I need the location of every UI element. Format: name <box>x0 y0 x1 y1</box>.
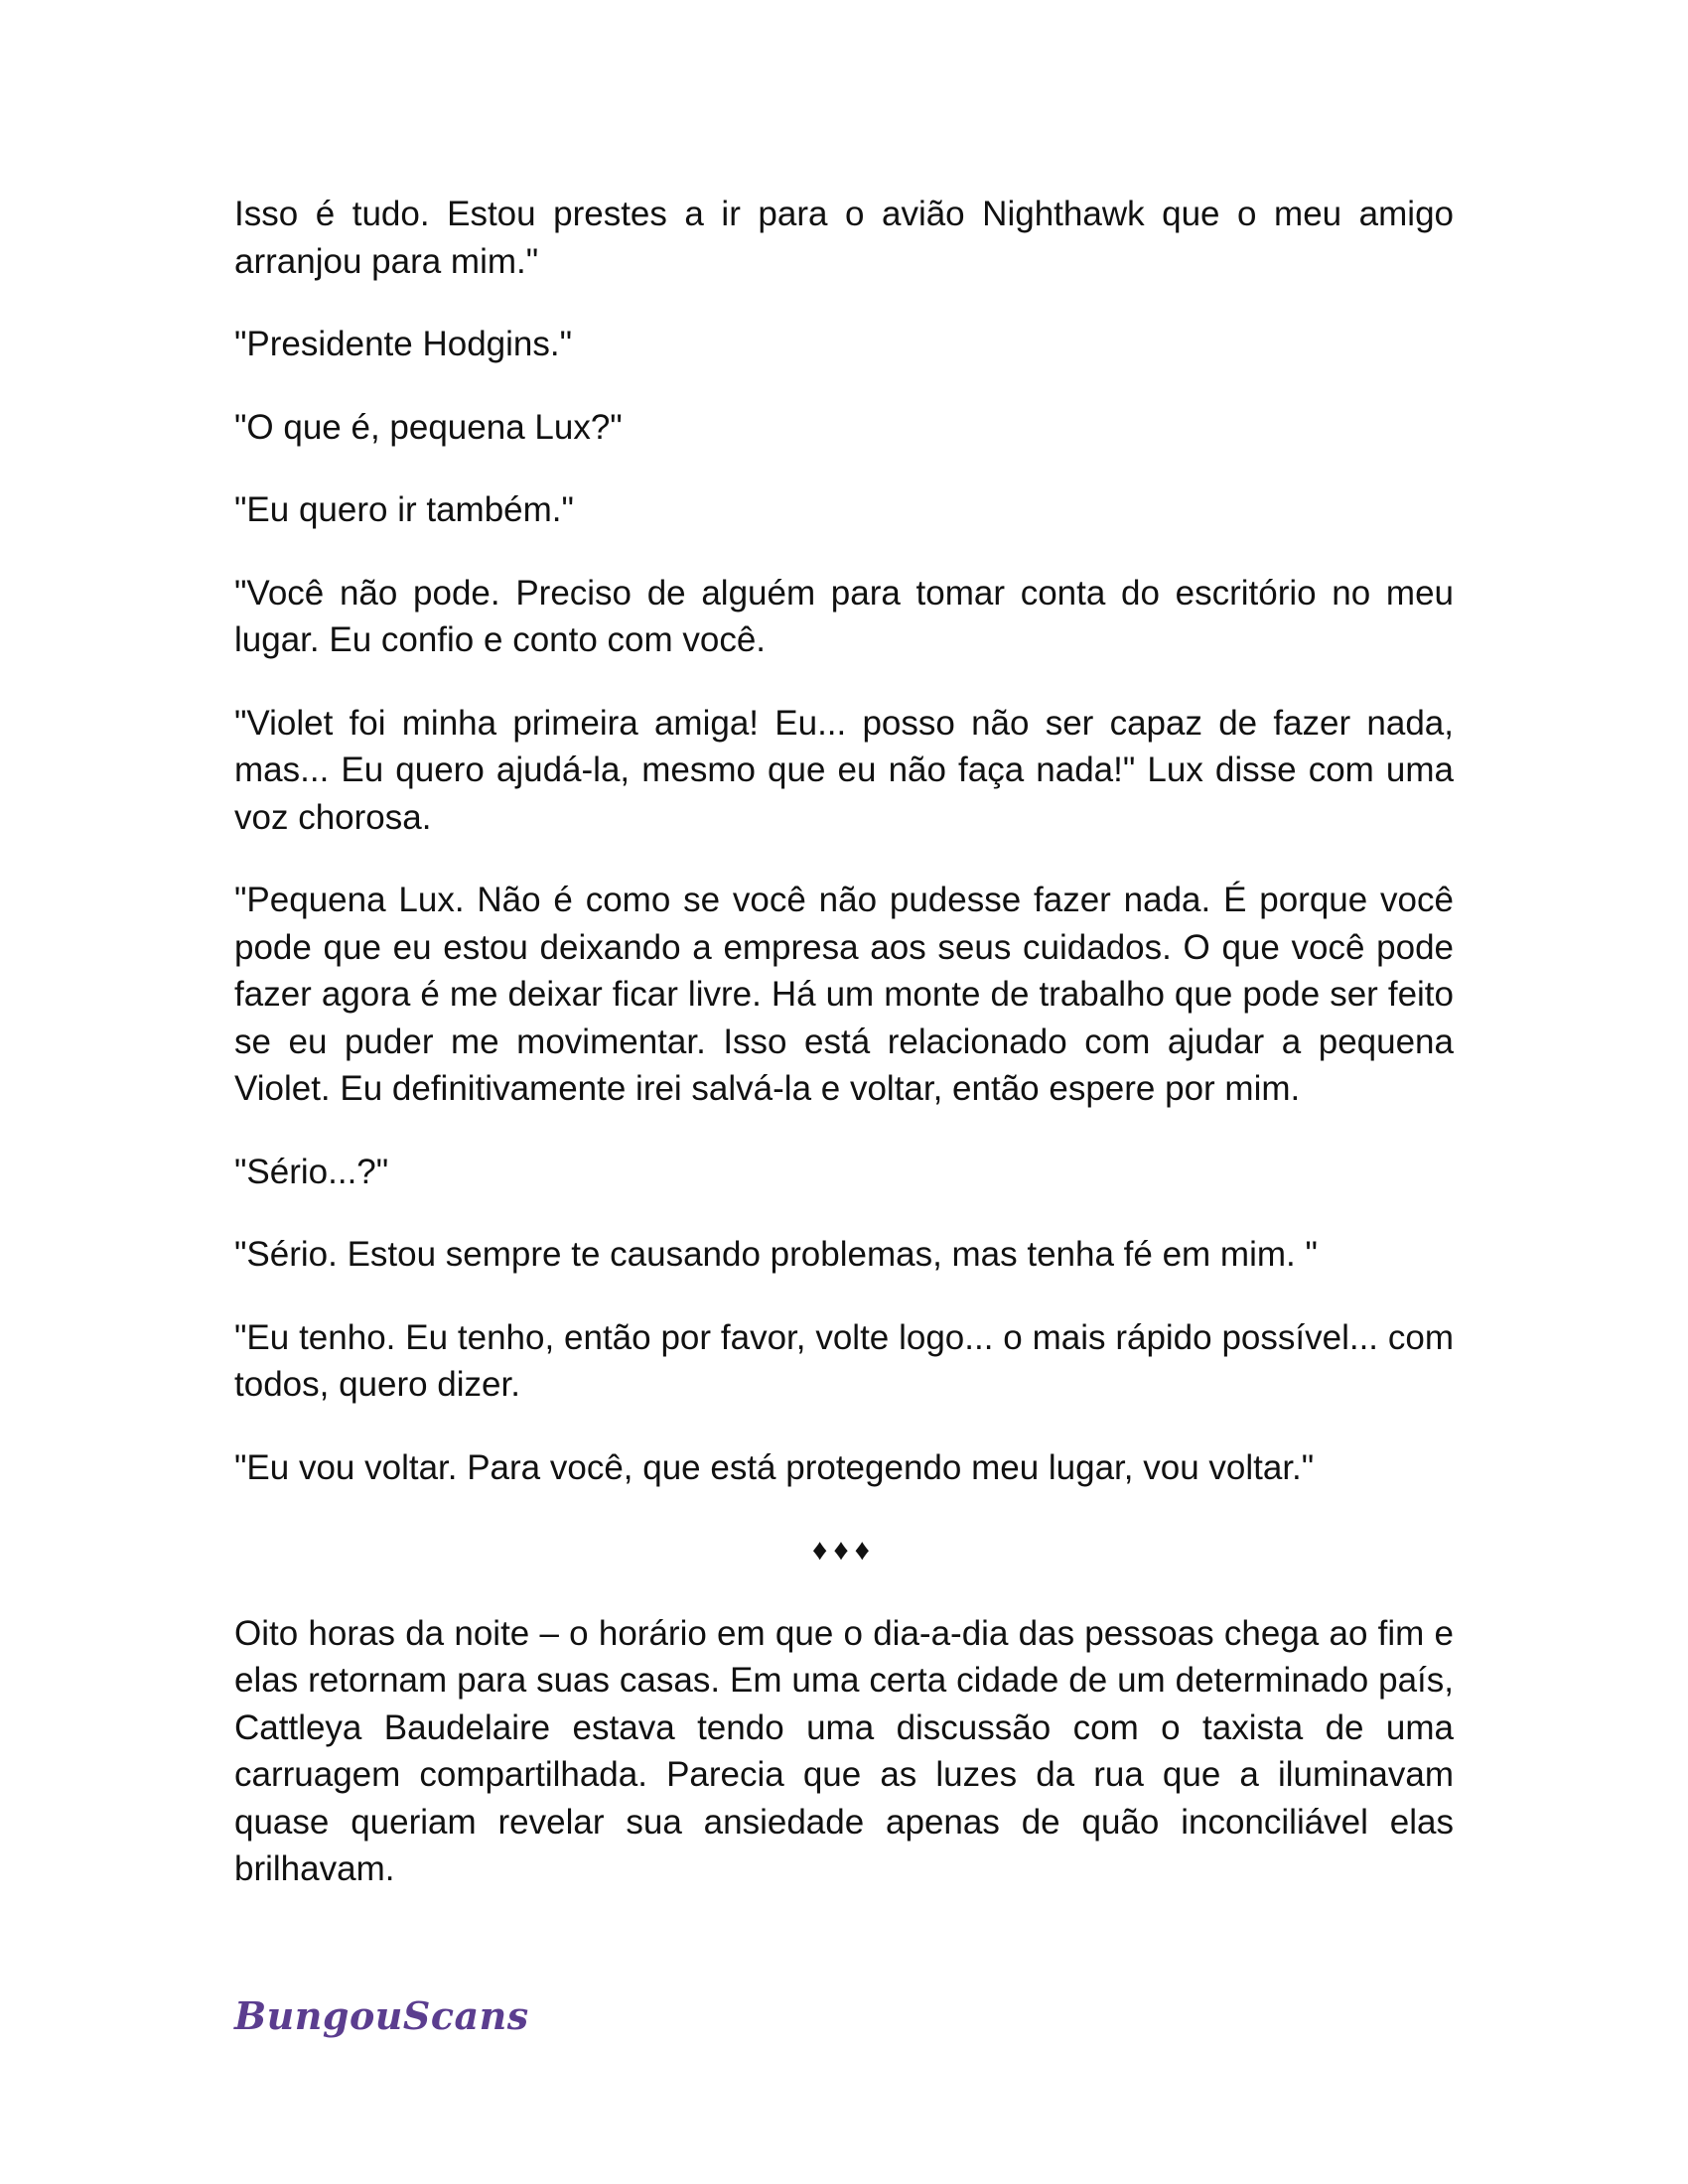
paragraph: "Eu quero ir também." <box>234 490 574 529</box>
paragraph: "Pequena Lux. Não é como se você não pudesse fazer nada. É porque você pode que eu estou deixando a empresa aos seus cuidados. O que você pode fazer agora é me deixar ficar livre. Há um monte de trabalho que pode ser feito se eu puder me movimentar. Isso está relacionado com ajudar a pequena Violet. Eu definitivamente irei salvá-la e voltar, então espere por mim. <box>234 881 1454 1108</box>
paragraph: "Sério...?" <box>234 1152 389 1191</box>
paragraph: "Presidente Hodgins." <box>234 325 573 363</box>
paragraph: "Eu tenho. Eu tenho, então por favor, volte logo... o mais rápido possível... com todos, quero dizer. <box>234 1317 1454 1404</box>
paragraph: Isso é tudo. Estou prestes a ir para o avião Nighthawk que o meu amigo arranjou para mim." <box>234 195 1454 281</box>
paragraph: "Você não pode. Preciso de alguém para tomar conta do escritório no meu lugar. Eu confio e conto com você. <box>234 573 1454 659</box>
paragraph: "O que é, pequena Lux?" <box>234 407 623 447</box>
paragraph: "Sério. Estou sempre te causando problemas, mas tenha fé em mim. " <box>234 1235 1318 1274</box>
paragraph: Oito horas da noite – o horário em que o dia-a-dia das pessoas chega ao fim e elas retornam para suas casas. Em uma certa cidade de um determinado país, Cattleya Baudelaire estava tendo uma discussão com o taxista de uma carruagem compartilhada. Parecia que as luzes da rua que a iluminavam quase queriam revelar sua ansiedade apenas de quão inconciliável elas brilhavam. <box>234 1613 1454 1888</box>
watermark-logo: BungouScans <box>234 1993 529 2038</box>
paragraph: "Violet foi minha primeira amiga! Eu... posso não ser capaz de fazer nada, mas... Eu quero ajudá-la, mesmo que eu não faça nada!" Lux disse com uma voz chorosa. <box>234 703 1454 837</box>
page-body <box>234 191 1454 1929</box>
paragraph: "Eu vou voltar. Para você, que está protegendo meu lugar, vou voltar." <box>234 1447 1315 1487</box>
scene-separator: ♦♦♦ <box>812 1534 876 1567</box>
